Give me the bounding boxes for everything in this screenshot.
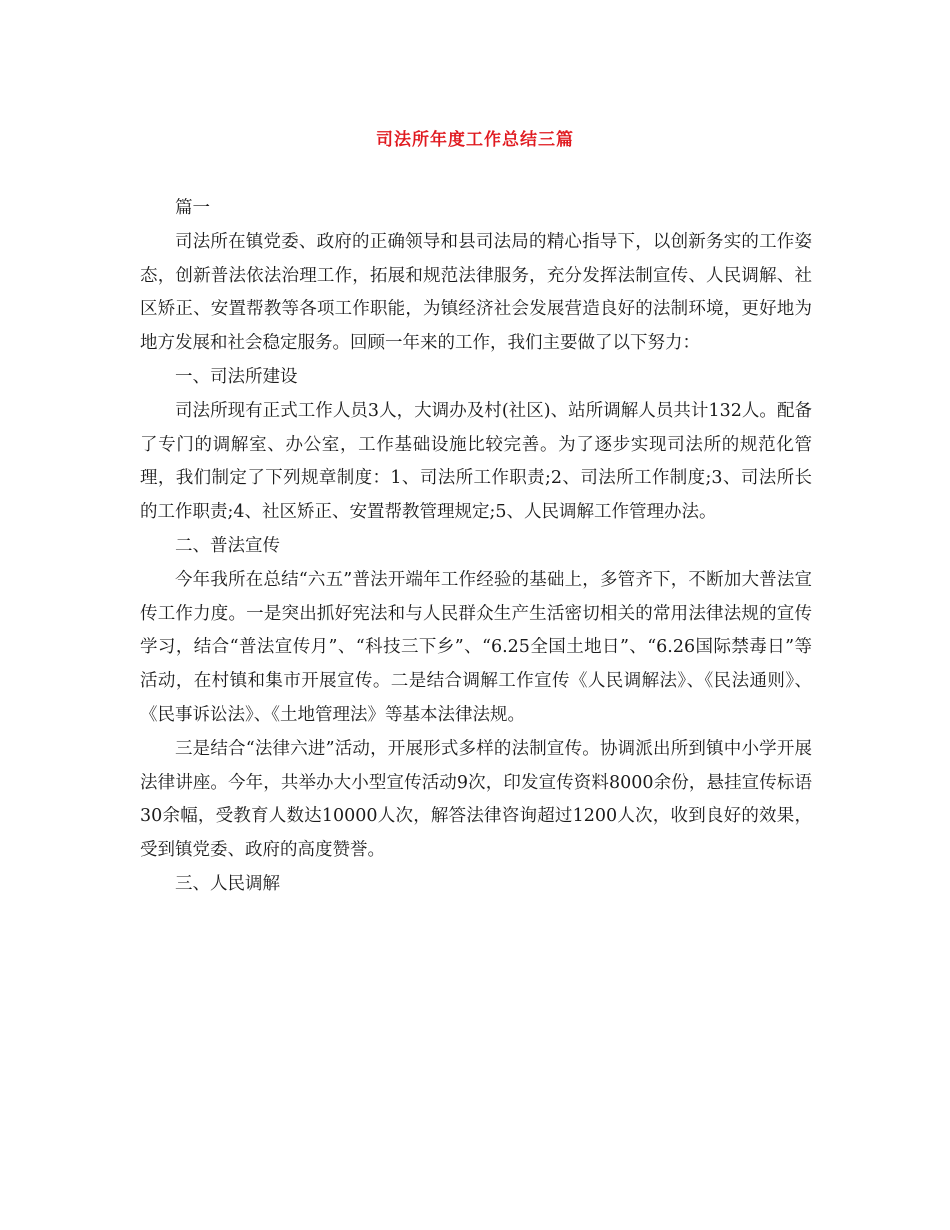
- section-heading-part-one: 篇一: [175, 198, 210, 218]
- section-heading-office-building: 一、司法所建设: [175, 366, 298, 387]
- section-heading-legal-publicity: 二、普法宣传: [175, 535, 280, 556]
- legal-publicity-paragraph: 今年我所在总结“六五”普法开端年工作经验的基础上，多管齐下，不断加大普法宣传工作力度。一是突出抓好宪法和与人民群众生产生活密切相关的常用法律法规的宣传学习，结合“普法宣传月”、“科技三下乡”、“6.25全国土地日”、“6.26国际禁毒日”等活动，在村镇和集市开展宣传。二是结合调解工作宣传《人民调解法》、《民法通则》、《民事诉讼法》、《土地管理法》等基本法律法规。: [140, 569, 812, 725]
- office-building-paragraph: 司法所现有正式工作人员3人，大调办及村(社区)、站所调解人员共计132人。配备了专门的调解室、办公室，工作基础设施比较完善。为了逐步实现司法所的规范化管理，我们制定了下列规章制度：1、司法所工作职责;2、司法所工作制度;3、司法所长的工作职责;4、社区矫正、安置帮教管理规定;5、人民调解工作管理办法。: [140, 400, 812, 523]
- legal-publicity-paragraph-2: 三是结合“法律六进”活动，开展形式多样的法制宣传。协调派出所到镇中小学开展法律讲座。今年，共举办大小型宣传活动9次，印发宣传资料8000余份，悬挂宣传标语30余幅，受教育人数达10000人次，解答法律咨询超过1200人次，收到良好的效果，受到镇党委、政府的高度赞誉。: [140, 738, 812, 861]
- document-body: [140, 192, 812, 902]
- document-title: 司法所年度工作总结三篇: [376, 130, 574, 150]
- intro-paragraph: 司法所在镇党委、政府的正确领导和县司法局的精心指导下，以创新务实的工作姿态，创新普法依法治理工作，拓展和规范法律服务，充分发挥法制宣传、人民调解、社区矫正、安置帮教等各项工作职能，为镇经济社会发展营造良好的法制环境，更好地为地方发展和社会稳定服务。回顾一年来的工作，我们主要做了以下努力：: [140, 231, 812, 354]
- section-heading-mediation: 三、人民调解: [175, 873, 280, 894]
